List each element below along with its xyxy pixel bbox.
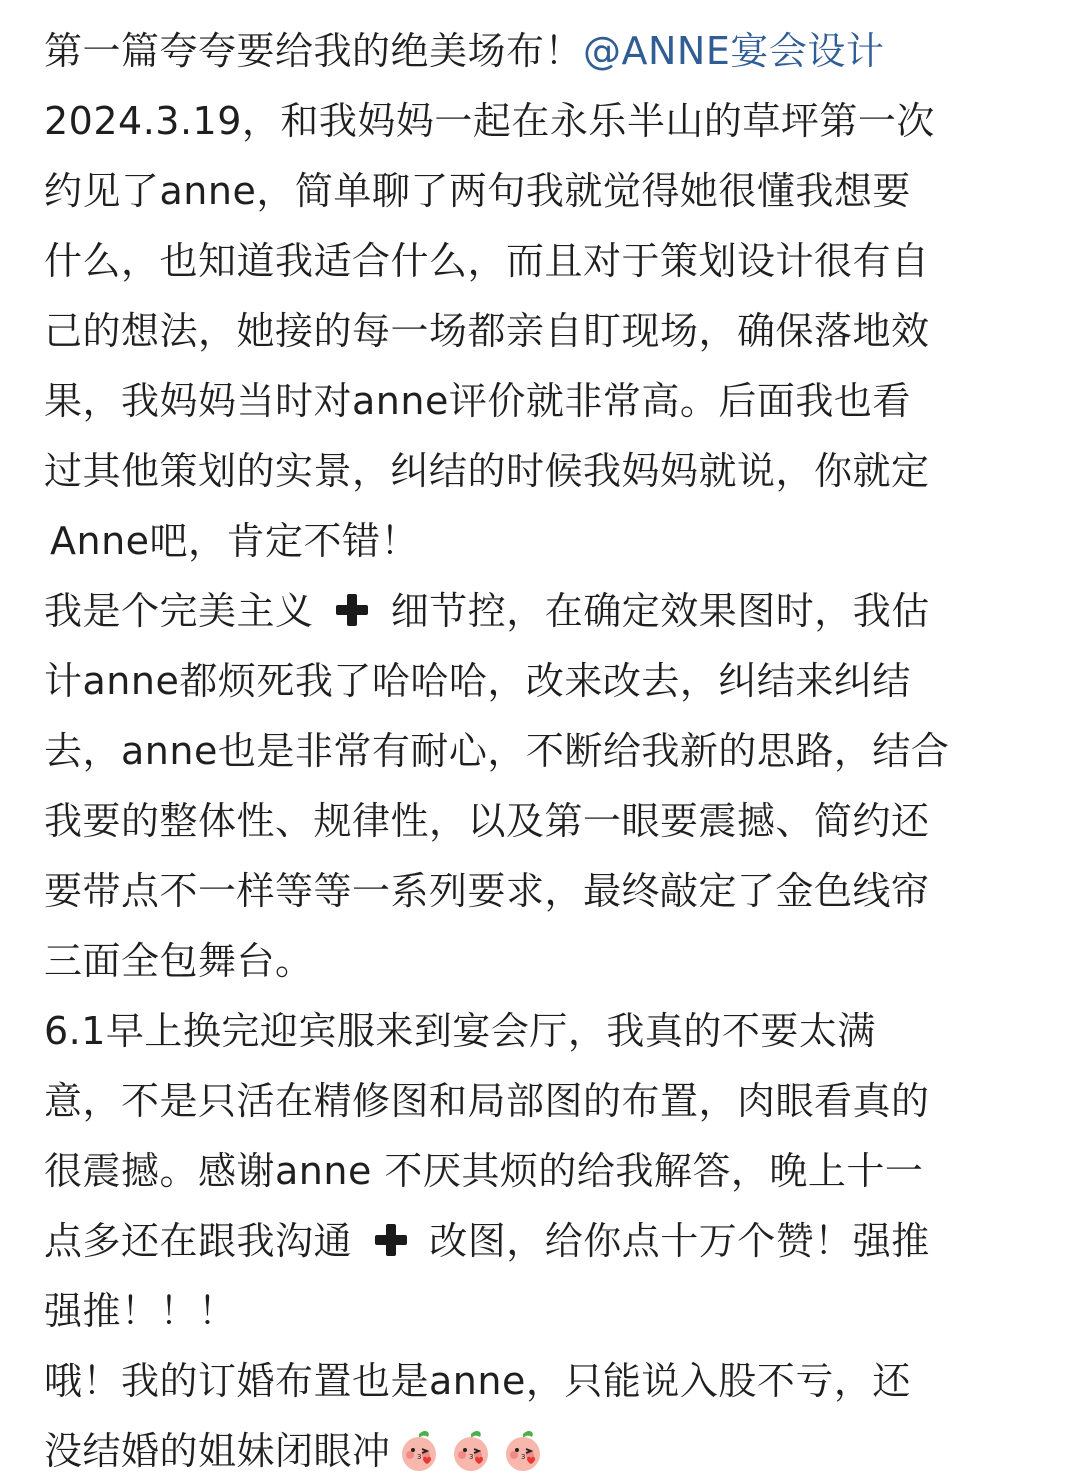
text-line: 6.1早上换完迎宾服来到宴会厅，我真的不要太满 [44,1009,876,1053]
text-line: 很震撼。感谢anne 不厌其烦的给我解答，晚上十一 [44,1149,924,1193]
text-segment: 改图，给你点十万个赞！强推 [429,1219,930,1263]
text-line: 强推！！！ [44,1289,237,1333]
mention-link[interactable]: @ANNE宴会设计 [583,29,885,73]
text-line: Anne吧，肯定不错！ [50,519,420,563]
text-segment: 细节控，在确定效果图时，我估 [390,589,930,633]
peach-kiss-emoji-icon [499,1426,547,1474]
heavy-plus-icon [371,1212,411,1252]
text-line: 过其他策划的实景，纠结的时候我妈妈就说，你就定 [44,449,930,493]
peach-kiss-emoji-icon [395,1426,443,1474]
text-line: 哦！我的订婚布置也是anne，只能说入股不亏，还 [44,1359,911,1403]
svg-text:3: 3 [520,1453,526,1461]
text-line [44,16,1080,86]
text-line: 去，anne也是非常有耐心，不断给我新的思路，结合 [44,729,950,773]
peach-kiss-emoji-icon [447,1426,495,1474]
text-line: 己的想法，她接的每一场都亲自盯现场，确保落地效 [44,309,930,353]
heavy-plus-icon [332,582,372,622]
text-segment: 没结婚的姐妹闭眼冲 [44,1429,391,1473]
text-line: 2024.3.19，和我妈妈一起在永乐半山的草坪第一次 [44,99,935,143]
text-line: 我要的整体性、规律性，以及第一眼要震撼、简约还 [44,799,930,843]
svg-text:3: 3 [468,1453,474,1461]
text-segment: 点多还在跟我沟通 [44,1219,353,1263]
text-line: 计anne都烦死我了哈哈哈，改来改去，纠结来纠结 [44,659,911,703]
text-line: 什么，也知道我适合什么，而且对于策划设计很有自 [44,239,930,283]
text-line: 果，我妈妈当时对anne评价就非常高。后面我也看 [44,379,911,423]
text-line: 意，不是只活在精修图和局部图的布置，肉眼看真的 [44,1079,930,1123]
svg-text:3: 3 [416,1453,422,1461]
text-segment: 第一篇夸夸要给我的绝美场布！ [44,29,584,73]
text-line: 三面全包舞台。 [44,939,314,983]
text-segment: 我是个完美主义 [44,589,314,633]
text-line [44,1206,1080,1276]
text-line [44,1416,1080,1477]
text-line: 要带点不一样等等一系列要求，最终敲定了金色线帘 [44,869,930,913]
text-line: 约见了anne，简单聊了两句我就觉得她很懂我想要 [44,169,911,213]
text-line [44,576,1080,646]
